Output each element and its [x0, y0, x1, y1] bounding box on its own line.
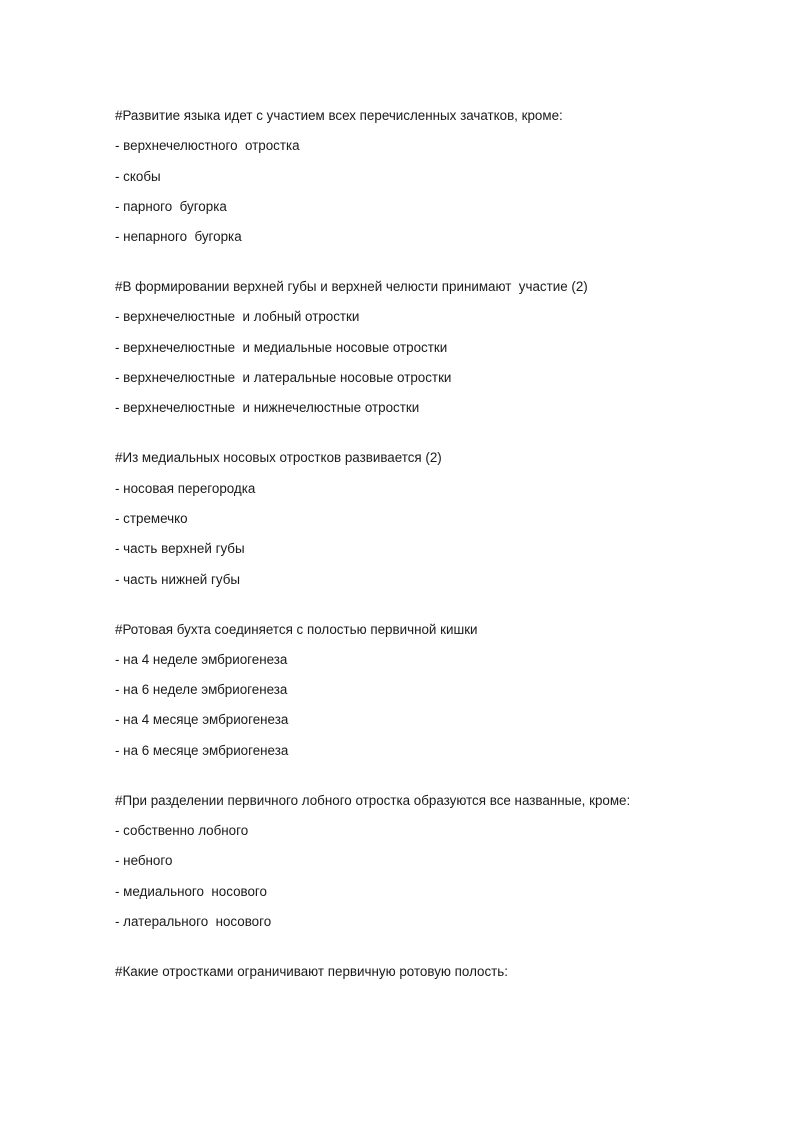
question-text: #В формировании верхней губы и верхней челюсти принимают участие (2) [115, 279, 588, 295]
question-block [115, 791, 755, 932]
answer-option: - на 4 месяце эмбриогенеза [115, 712, 289, 728]
answer-option: - скобы [115, 168, 161, 184]
answer-option: - часть верхней губы [115, 541, 245, 557]
question-block [115, 277, 755, 418]
answer-option: - латерального носового [115, 913, 272, 929]
question-block [115, 962, 755, 982]
answer-option: - на 4 неделе эмбриогенеза [115, 651, 288, 667]
answer-option: - непарного бугорка [115, 229, 242, 245]
answer-option: - на 6 неделе эмбриогенеза [115, 682, 288, 698]
answer-option: - собственно лобного [115, 823, 249, 839]
question-text: #Развитие языка идет с участием всех перечисленных зачатков, кроме: [115, 108, 563, 123]
question-block [115, 620, 755, 761]
answer-option: - носовая перегородка [115, 480, 256, 496]
question-text: #При разделении первичного лобного отростка образуются все названные, кроме: [115, 792, 631, 808]
answer-option: - верхнечелюстные и латеральные носовые отростки [115, 370, 452, 386]
question-block [115, 106, 755, 247]
answer-option: - верхнечелюстные и нижнечелюстные отростки [115, 400, 420, 416]
answer-option: - парного бугорка [115, 198, 227, 214]
answer-option: - часть нижней губы [115, 571, 241, 587]
answer-option: - верхнечелюстные и лобный отростки [115, 309, 360, 325]
answer-option: - стремечко [115, 510, 188, 526]
answer-option: - небного [115, 853, 173, 869]
answer-option: - верхнечелюстного отростка [115, 138, 300, 154]
answer-option: - на 6 месяце эмбриогенеза [115, 742, 289, 758]
document-content [115, 106, 755, 1012]
question-text: #Из медиальных носовых отростков развивается (2) [115, 450, 442, 466]
question-block [115, 448, 755, 589]
question-text: #Какие отростками ограничивают первичную ротовую полость: [115, 963, 509, 979]
answer-option: - медиального носового [115, 883, 267, 899]
answer-option: - верхнечелюстные и медиальные носовые отростки [115, 339, 448, 355]
question-text: #Ротовая бухта соединяется с полостью первичной кишки [115, 621, 478, 637]
